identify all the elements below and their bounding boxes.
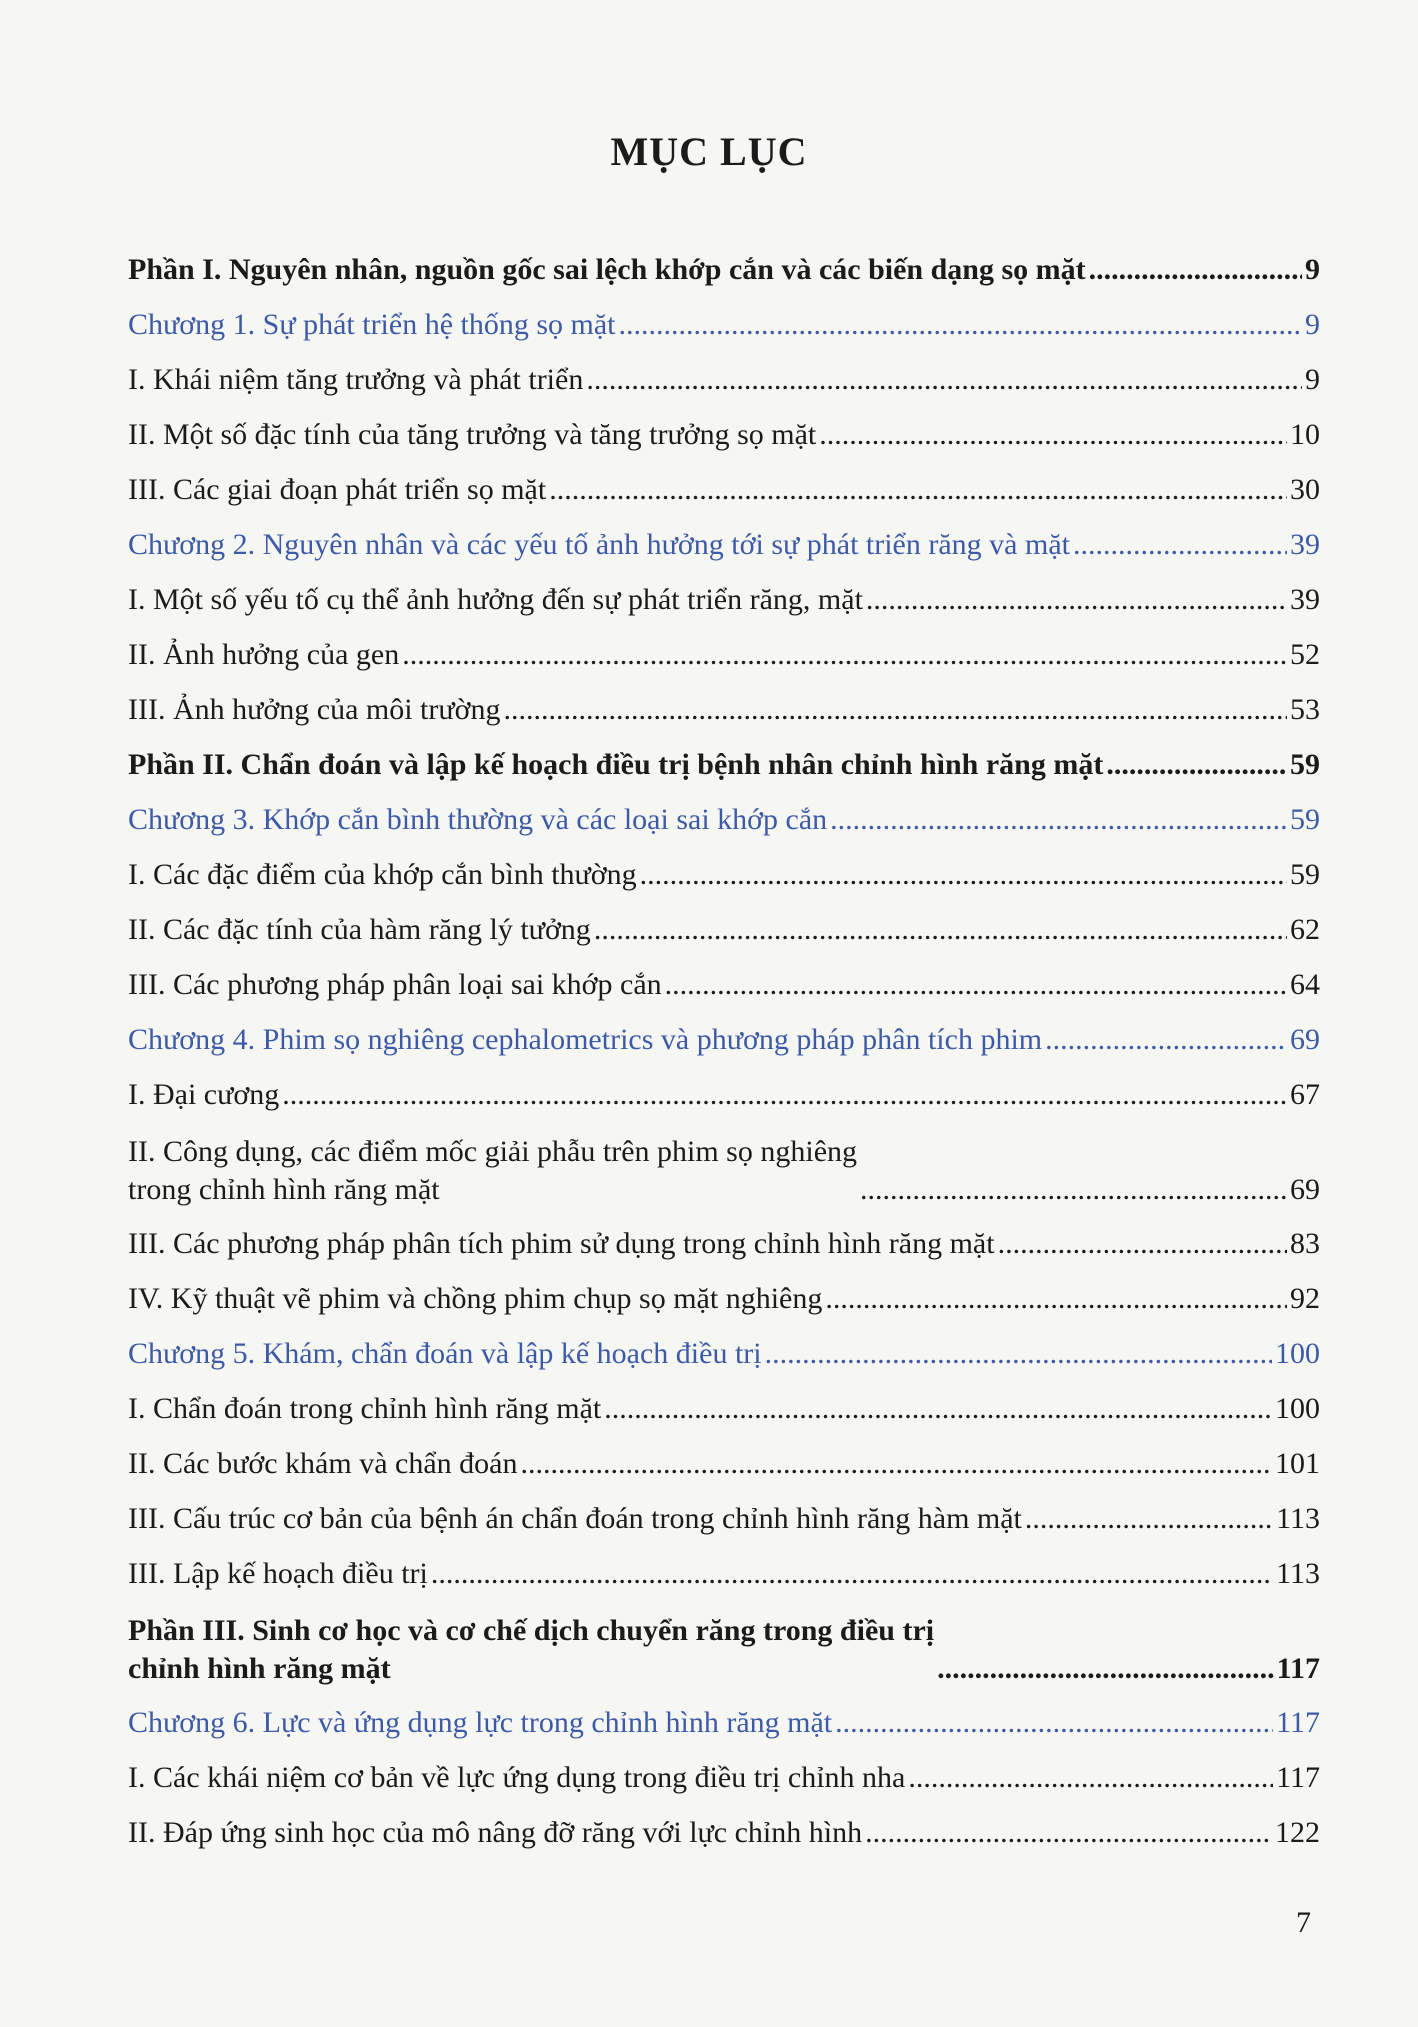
toc-entry-title: II. Một số đặc tính của tăng trưởng và tăng trưởng sọ mặt	[128, 418, 817, 451]
toc-entry-page: 53	[1290, 693, 1320, 726]
toc-entry-part	[128, 737, 1320, 792]
table-of-contents	[128, 242, 1320, 1860]
toc-entry-section	[128, 902, 1320, 957]
toc-entry-title-line1: II. Công dụng, các điểm mốc giải phẫu trên phim sọ nghiêng	[128, 1135, 858, 1168]
toc-entry-page: 59	[1290, 748, 1320, 781]
toc-entry-section	[128, 1805, 1320, 1860]
toc-entry-page: 69	[1290, 1023, 1320, 1056]
dot-leader	[1089, 251, 1302, 289]
dot-leader	[1073, 526, 1287, 564]
toc-entry-title-line2: trong chỉnh hình răng mặt	[128, 1173, 440, 1206]
toc-entry-section	[128, 627, 1320, 682]
toc-entry-section	[128, 407, 1320, 462]
toc-entry-page: 39	[1290, 528, 1320, 561]
dot-leader	[860, 1171, 1287, 1209]
toc-entry-chapter	[128, 297, 1320, 352]
toc-entry-page: 122	[1275, 1816, 1320, 1849]
toc-entry-chapter	[128, 1695, 1320, 1750]
toc-entry-title	[128, 1133, 857, 1209]
toc-entry-title: I. Một số yếu tố cụ thể ảnh hưởng đến sự phát triển răng, mặt	[128, 583, 863, 616]
toc-entry-page: 9	[1305, 363, 1320, 396]
toc-entry-page: 64	[1290, 968, 1320, 1001]
dot-leader	[640, 856, 1287, 894]
toc-entry-section	[128, 1381, 1320, 1436]
dot-leader	[819, 416, 1287, 454]
toc-entry-page: 69	[1290, 1173, 1320, 1206]
toc-entry-section	[128, 572, 1320, 627]
toc-entry-page: 59	[1290, 803, 1320, 836]
toc-entry-page: 113	[1276, 1557, 1320, 1590]
toc-entry-title: III. Các phương pháp phân tích phim sử dụng trong chỉnh hình răng mặt	[128, 1227, 995, 1260]
toc-entry-page: 9	[1305, 308, 1320, 341]
dot-leader	[865, 1814, 1272, 1852]
dot-leader	[282, 1076, 1287, 1114]
toc-entry-page: 10	[1290, 418, 1320, 451]
toc-entry-title: I. Khái niệm tăng trưởng và phát triển	[128, 363, 584, 396]
toc-entry-section	[128, 462, 1320, 517]
toc-entry-title: III. Các phương pháp phân loại sai khớp cắn	[128, 968, 662, 1001]
toc-entry-title: III. Lập kế hoạch điều trị	[128, 1557, 428, 1590]
toc-entry-title: Chương 3. Khớp cắn bình thường và các loại sai khớp cắn	[128, 803, 828, 836]
toc-entry-chapter	[128, 1012, 1320, 1067]
toc-entry-title	[128, 1612, 934, 1688]
dot-leader	[504, 691, 1287, 729]
toc-entry-page: 101	[1275, 1447, 1320, 1480]
toc-entry-part	[128, 242, 1320, 297]
toc-entry-title: II. Ảnh hưởng của gen	[128, 638, 400, 671]
toc-entry-section	[128, 1491, 1320, 1546]
dot-leader	[1106, 746, 1287, 784]
toc-entry-page: 39	[1290, 583, 1320, 616]
toc-entry-title: Chương 4. Phim sọ nghiêng cephalometrics và phương pháp phân tích phim	[128, 1023, 1043, 1056]
toc-entry-section	[128, 1546, 1320, 1601]
toc-entry-title: Chương 5. Khám, chẩn đoán và lập kế hoạch điều trị	[128, 1337, 762, 1370]
toc-entry-page: 9	[1305, 253, 1320, 286]
toc-entry-title: I. Đại cương	[128, 1078, 280, 1111]
dot-leader	[1025, 1500, 1273, 1538]
dot-leader	[619, 306, 1302, 344]
toc-entry-title: III. Các giai đoạn phát triển sọ mặt	[128, 473, 547, 506]
toc-entry-title: Chương 1. Sự phát triển hệ thống sọ mặt	[128, 308, 616, 341]
toc-entry-page: 117	[1276, 1761, 1320, 1794]
toc-entry-page: 62	[1290, 913, 1320, 946]
dot-leader	[866, 581, 1287, 619]
toc-entry-page: 92	[1290, 1282, 1320, 1315]
toc-entry-title: II. Các đặc tính của hàm răng lý tưởng	[128, 913, 591, 946]
toc-entry-title: I. Các đặc điểm của khớp cắn bình thường	[128, 858, 637, 891]
dot-leader	[549, 471, 1287, 509]
toc-entry-title: I. Các khái niệm cơ bản về lực ứng dụng trong điều trị chỉnh nha	[128, 1761, 906, 1794]
dot-leader	[594, 911, 1287, 949]
toc-entry-title: IV. Kỹ thuật vẽ phim và chồng phim chụp sọ mặt nghiêng	[128, 1282, 823, 1315]
toc-entry-title-line2: chỉnh hình răng mặt	[128, 1652, 391, 1685]
toc-entry-title-line1: Phần III. Sinh cơ học và cơ chế dịch chuyển răng trong điều trị	[128, 1614, 935, 1647]
toc-entry-title: II. Các bước khám và chẩn đoán	[128, 1447, 518, 1480]
toc-entry-page: 100	[1275, 1337, 1320, 1370]
page-number: 7	[1296, 1906, 1311, 1939]
toc-entry-part	[128, 1601, 1320, 1695]
toc-entry-page: 52	[1290, 638, 1320, 671]
dot-leader	[998, 1225, 1287, 1263]
toc-entry-page: 113	[1276, 1502, 1320, 1535]
toc-entry-section	[128, 682, 1320, 737]
toc-entry-title: III. Cấu trúc cơ bản của bệnh án chẩn đoán trong chỉnh hình răng hàm mặt	[128, 1502, 1022, 1535]
toc-entry-page: 100	[1275, 1392, 1320, 1425]
toc-entry-title: Phần II. Chẩn đoán và lập kế hoạch điều trị bệnh nhân chỉnh hình răng mặt	[128, 748, 1104, 781]
dot-leader	[830, 801, 1287, 839]
toc-entry-section	[128, 1122, 1320, 1216]
toc-entry-section	[128, 352, 1320, 407]
dot-leader	[835, 1704, 1273, 1742]
dot-leader	[908, 1759, 1273, 1797]
dot-leader	[665, 966, 1287, 1004]
dot-leader	[765, 1335, 1272, 1373]
toc-entry-page: 30	[1290, 473, 1320, 506]
toc-entry-section	[128, 957, 1320, 1012]
dot-leader	[520, 1445, 1272, 1483]
toc-entry-page: 117	[1276, 1706, 1320, 1739]
toc-entry-title: Chương 6. Lực và ứng dụng lực trong chỉnh hình răng mặt	[128, 1706, 833, 1739]
dot-leader	[604, 1390, 1272, 1428]
toc-entry-chapter	[128, 1326, 1320, 1381]
toc-entry-title: I. Chẩn đoán trong chỉnh hình răng mặt	[128, 1392, 602, 1425]
toc-entry-title: Phần I. Nguyên nhân, nguồn gốc sai lệch khớp cắn và các biến dạng sọ mặt	[128, 253, 1086, 286]
toc-entry-section	[128, 1271, 1320, 1326]
dot-leader	[586, 361, 1302, 399]
toc-entry-section	[128, 1067, 1320, 1122]
dot-leader	[1045, 1021, 1287, 1059]
toc-entry-section	[128, 1216, 1320, 1271]
dot-leader	[937, 1650, 1274, 1688]
toc-entry-section	[128, 1436, 1320, 1491]
toc-entry-page: 117	[1276, 1652, 1320, 1685]
toc-entry-page: 67	[1290, 1078, 1320, 1111]
toc-entry-section	[128, 1750, 1320, 1805]
page-title: MỤC LỤC	[610, 129, 808, 174]
toc-entry-title: Chương 2. Nguyên nhân và các yếu tố ảnh hưởng tới sự phát triển răng và mặt	[128, 528, 1070, 561]
dot-leader	[825, 1280, 1287, 1318]
toc-entry-section	[128, 847, 1320, 902]
toc-entry-page: 83	[1290, 1227, 1320, 1260]
dot-leader	[402, 636, 1287, 674]
dot-leader	[431, 1555, 1273, 1593]
toc-entry-page: 59	[1290, 858, 1320, 891]
toc-entry-title: II. Đáp ứng sinh học của mô nâng đỡ răng với lực chỉnh hình	[128, 1816, 863, 1849]
toc-entry-title: III. Ảnh hưởng của môi trường	[128, 693, 501, 726]
toc-entry-chapter	[128, 792, 1320, 847]
toc-entry-chapter	[128, 517, 1320, 572]
